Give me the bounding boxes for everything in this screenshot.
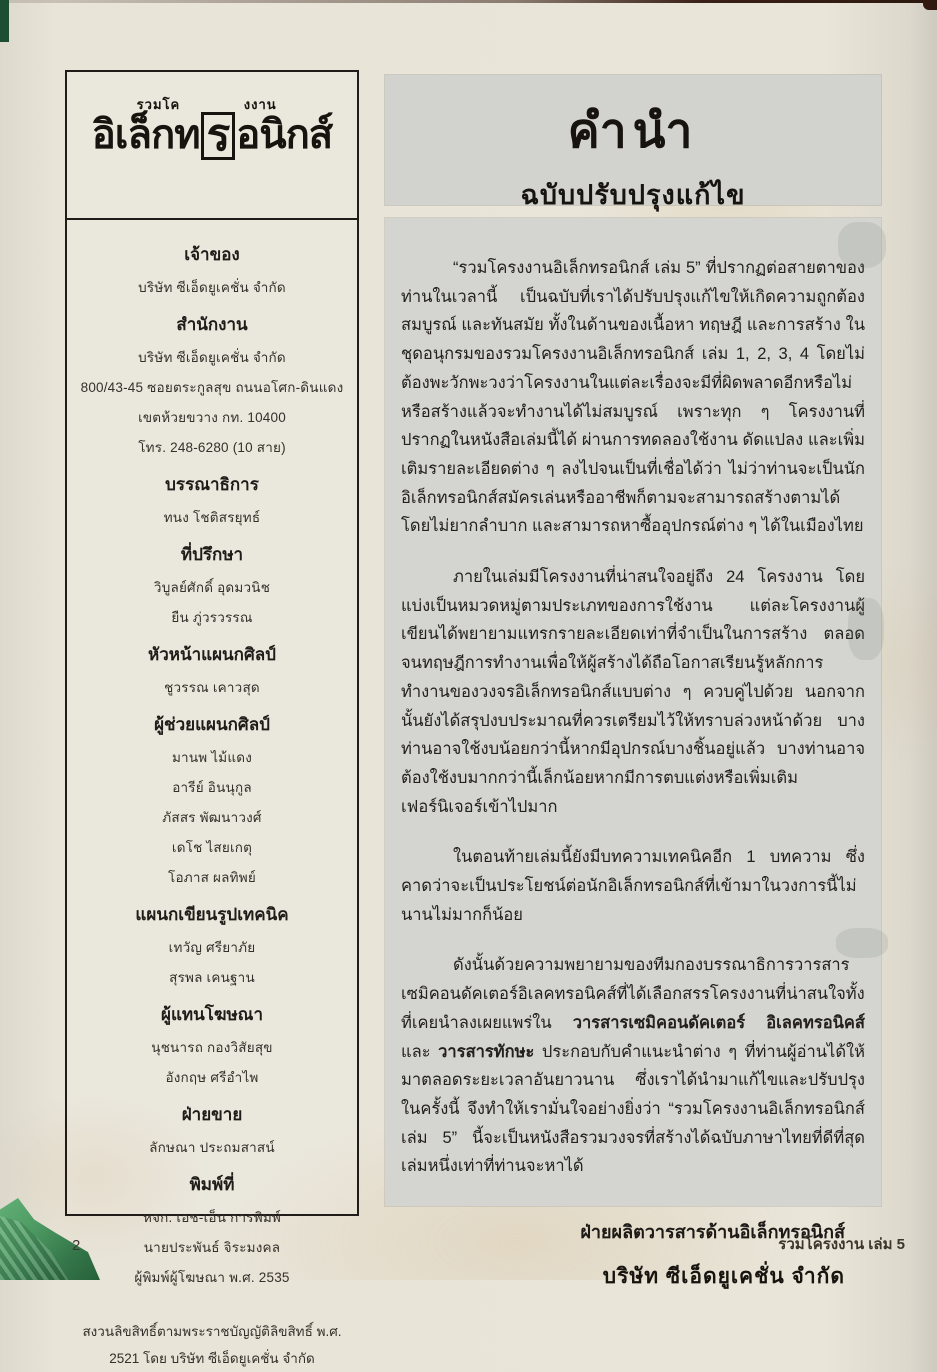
sidebar-section-entry: วิบูลย์ศักดิ์ อุดมวนิช bbox=[153, 580, 271, 595]
sidebar-section-entry: นายประพันธ์ จิระมงคล bbox=[143, 1240, 281, 1255]
sidebar-section-entry: อังกฤษ ศรีอำไพ bbox=[165, 1070, 259, 1085]
sidebar-sections bbox=[67, 220, 357, 1288]
preface-paragraph bbox=[401, 843, 865, 929]
photo-top-edge bbox=[0, 0, 937, 3]
sidebar-section-entry: ทนง โชติสรยุทธ์ bbox=[163, 510, 261, 525]
copyright-notice bbox=[67, 1318, 357, 1372]
paragraph-text: และ bbox=[401, 1042, 439, 1061]
sidebar-section bbox=[67, 901, 357, 988]
paragraph-text: ในตอนท้ายเล่มนี้ยังมีบทความเทคนิคอีก 1 บทความ ซึ่งคาดว่าจะเป็นประโยชน์ต่อนักอิเล็กทรอนิกส์ที่เข้ามาในวงการนี้ไม่นานไม่มากก็น้อย bbox=[401, 848, 865, 924]
sidebar-section-entry: หจก. เอช-เอ็น การพิมพ์ bbox=[142, 1210, 282, 1225]
masthead-box bbox=[65, 70, 359, 1366]
preface-paragraph bbox=[401, 563, 865, 821]
sidebar-section-entry: ผู้พิมพ์ผู้โฆษณา พ.ศ. 2535 bbox=[134, 1270, 290, 1285]
copyright-line: 2521 โดย บริษัท ซีเอ็ดยูเคชั่น จำกัด bbox=[109, 1351, 315, 1366]
magazine-logo bbox=[67, 72, 357, 220]
journal-name-bold: วารสารเซมิคอนดัคเตอร์ อิเลคทรอนิคส์ bbox=[572, 1013, 865, 1032]
sidebar-section bbox=[67, 541, 357, 628]
scan-artifact bbox=[838, 222, 886, 268]
logo-small-left: รวมโค bbox=[136, 97, 181, 112]
sidebar-section-heading: ผู้ช่วยแผนกศิลป์ bbox=[154, 715, 270, 734]
sidebar-section-entry: เดโช ไสยเกตุ bbox=[171, 840, 253, 855]
sidebar-section-entry: นุชนารถ กองวิสัยสุข bbox=[151, 1040, 273, 1055]
preface-paragraph bbox=[401, 254, 865, 541]
logo-boxed-letter: ร bbox=[201, 112, 236, 160]
sidebar-section-entry: เทวัญ ศรียาภัย bbox=[168, 940, 256, 955]
photo-corner-shadow bbox=[923, 0, 937, 10]
journal-name-bold: วารสารทักษะ bbox=[438, 1042, 535, 1061]
paragraph-text: ดังนั้นด้วยความพยายามของทีมกองบรรณาธิการวารสารเซมิคอนดัคเตอร์อิเลคทรอนิคส์ที่ได้เลือกสรรโครงงานที่น่าสนใจทั้งที่เคยนำลงเผยแพร่ใน bbox=[401, 956, 865, 1032]
book-binding-sliver bbox=[0, 0, 9, 42]
sidebar-section-entry: อารีย์ อินนุกูล bbox=[172, 780, 252, 795]
sidebar-section bbox=[67, 311, 357, 458]
page-number: 2 bbox=[72, 1237, 81, 1254]
paragraph-text: ประกอบกับคำแนะนำต่าง ๆ ที่ท่านผู้อ่านได้ให้มาตลอดระยะเวลาอันยาวนาน ซึ่งเราได้นำมาแก้ไขและปรับปรุงในครั้งนี้ จึงทำให้เรามั่นใจอย่างยิ่งว่า “รวมโครงงานอิเล็กทรอนิกส์ เล่ม 5” นี้จะเป็นหนังสือรวมวงจรที่สร้างได้ฉบับภาษาไทยที่ดีที่สุดเล่มหนึ่งเท่าที่ท่านจะหาได้ bbox=[401, 1042, 865, 1176]
sidebar-section-heading: ผู้แทนโฆษณา bbox=[160, 1005, 264, 1024]
logo-small-right: งงาน bbox=[243, 97, 277, 112]
sidebar-section-heading: หัวหน้าแผนกศิลป์ bbox=[148, 645, 276, 664]
sidebar-section bbox=[67, 711, 357, 888]
sidebar-section-heading: แผนกเขียนรูปเทคนิค bbox=[135, 905, 289, 924]
logo-big-left: อิเล็กท bbox=[91, 113, 200, 157]
sidebar-section-entry: สุรพล เคนฐาน bbox=[169, 970, 255, 985]
sidebar-section-heading: พิมพ์ที่ bbox=[189, 1175, 235, 1194]
logo-inner bbox=[67, 97, 357, 160]
scan-artifact bbox=[848, 598, 884, 660]
sidebar-section-entry: ภัสสร พัฒนาวงศ์ bbox=[162, 810, 262, 825]
sidebar-section bbox=[67, 1171, 357, 1288]
sidebar-section-entry: มานพ ไม้แดง bbox=[171, 750, 253, 765]
sidebar-section bbox=[67, 1101, 357, 1158]
sidebar-section bbox=[67, 241, 357, 298]
sidebar-section-entry: ยืน ภู่วรวรรณ bbox=[171, 610, 253, 625]
paragraph-text: “รวมโครงงานอิเล็กทรอนิกส์ เล่ม 5” ที่ปรากฏต่อสายตาของท่านในเวลานี้ เป็นฉบับที่เราได้ปรับปรุงแก้ไขให้เกิดความถูกต้อง สมบูรณ์ และทันสมัย ทั้งในด้านของเนื้อหา ทฤษฎี และการสร้าง ในชุดอนุกรมของรวมโครงงานอิเล็กทรอนิกส์ เล่ม 1, 2, 3, 4 โดยไม่ต้องพะวักพะวงว่าโครงงานในแต่ละเรื่องจะมีที่ผิดพลาดอีกหรือไม่ หรือสร้างแล้วจะทำงานได้ไม่สมบูรณ์ เพราะทุก ๆ โครงงานที่ปรากฏในหนังสือเล่มนี้ได้ ผ่านการทดลองใช้งาน ดัดแปลง และเพิ่มเติมรายละเอียดต่าง ๆ ลงไปจนเป็นที่เชื่อได้ว่า ไม่ว่าท่านจะเป็นนักอิเล็กทรอนิกส์สมัครเล่นหรืออาชีพก็ตามจะสามารถสร้างตามได้โดยไม่ยากลำบาก และสามารถหาซื้ออุปกรณ์ต่าง ๆ ได้ในเมืองไทย bbox=[401, 259, 865, 536]
sidebar-section bbox=[67, 641, 357, 698]
sidebar-section-entry: ลักษณา ประถมสาสน์ bbox=[149, 1140, 275, 1155]
sidebar-section-heading: เจ้าของ bbox=[184, 245, 240, 264]
sidebar-section-entry: ชูวรรณ เคาวสุด bbox=[164, 680, 260, 695]
sidebar-section-heading: สำนักงาน bbox=[176, 315, 248, 334]
sidebar-section bbox=[67, 471, 357, 528]
sidebar-section-entry: 800/43-45 ซอยตระกูลสุข ถนนอโศก-ดินแดง bbox=[80, 380, 344, 395]
preface-paragraph bbox=[401, 951, 865, 1181]
paragraph-text: ภายในเล่มมีโครงงานที่น่าสนใจอยู่ถึง 24 โครงงาน โดยแบ่งเป็นหมวดหมู่ตามประเภทของการใช้งาน แต่ละโครงงานผู้เขียนได้พยายามแทรกรายละเอียดเท่าที่จำเป็นในการสร้าง ตลอดจนทฤษฎีการทำงานเพื่อให้ผู้สร้างได้ถือโอกาสเรียนรู้หลักการทำงานของวงจรอิเล็กทรอนิกส์แบบต่าง ๆ ควบคู่ไปด้วย นอกจากนั้นยังได้สรุปงบประมาณที่ควรเตรียมไว้ให้ทราบล่วงหน้าด้วย บางท่านอาจใช้งบน้อยกว่านี้หากมีอุปกรณ์บางชิ้นอยู่แล้ว บางท่านอาจต้องใช้งบมากกว่านี้เล็กน้อยหากมีการตบแต่งหรือเพิ่มเติมเฟอร์นิเจอร์เข้าไปมาก bbox=[401, 568, 865, 816]
scan-artifact bbox=[836, 928, 888, 958]
signature-department: ฝ่ายผลิตวารสารด้านอิเล็กทรอนิกส์ bbox=[580, 1222, 845, 1243]
sidebar-section-entry: โอภาส ผลทิพย์ bbox=[168, 870, 256, 885]
logo-big-right: อนิกส์ bbox=[236, 113, 333, 157]
sidebar-section-entry: บริษัท ซีเอ็ดยูเคชั่น จำกัด bbox=[138, 350, 286, 365]
footer-book-title: รวมโครงงาน เล่ม 5 bbox=[778, 1236, 905, 1253]
preface-subtitle: ฉบับปรับปรุงแก้ไข bbox=[520, 180, 746, 210]
preface-header bbox=[385, 75, 881, 210]
signature-company: บริษัท ซีเอ็ดยูเคชั่น จำกัด bbox=[602, 1265, 845, 1289]
sidebar-section-entry: บริษัท ซีเอ็ดยูเคชั่น จำกัด bbox=[138, 280, 286, 295]
copyright-line: สงวนลิขสิทธิ์ตามพระราชบัญญัติลิขสิทธิ์ พ.ศ. bbox=[82, 1324, 342, 1339]
sidebar-section-heading: ที่ปรึกษา bbox=[180, 545, 244, 564]
sidebar-section-heading: บรรณาธิการ bbox=[165, 475, 259, 494]
sidebar-section-entry: โทร. 248-6280 (10 สาย) bbox=[138, 440, 286, 455]
preface-title: คำนำ bbox=[567, 105, 699, 158]
sidebar-section bbox=[67, 1001, 357, 1088]
sidebar-section-entry: เขตห้วยขวาง กท. 10400 bbox=[138, 410, 286, 425]
sidebar-section-heading: ฝ่ายขาย bbox=[181, 1105, 243, 1124]
logo-text bbox=[67, 97, 357, 160]
preface-paragraphs bbox=[401, 254, 865, 1181]
